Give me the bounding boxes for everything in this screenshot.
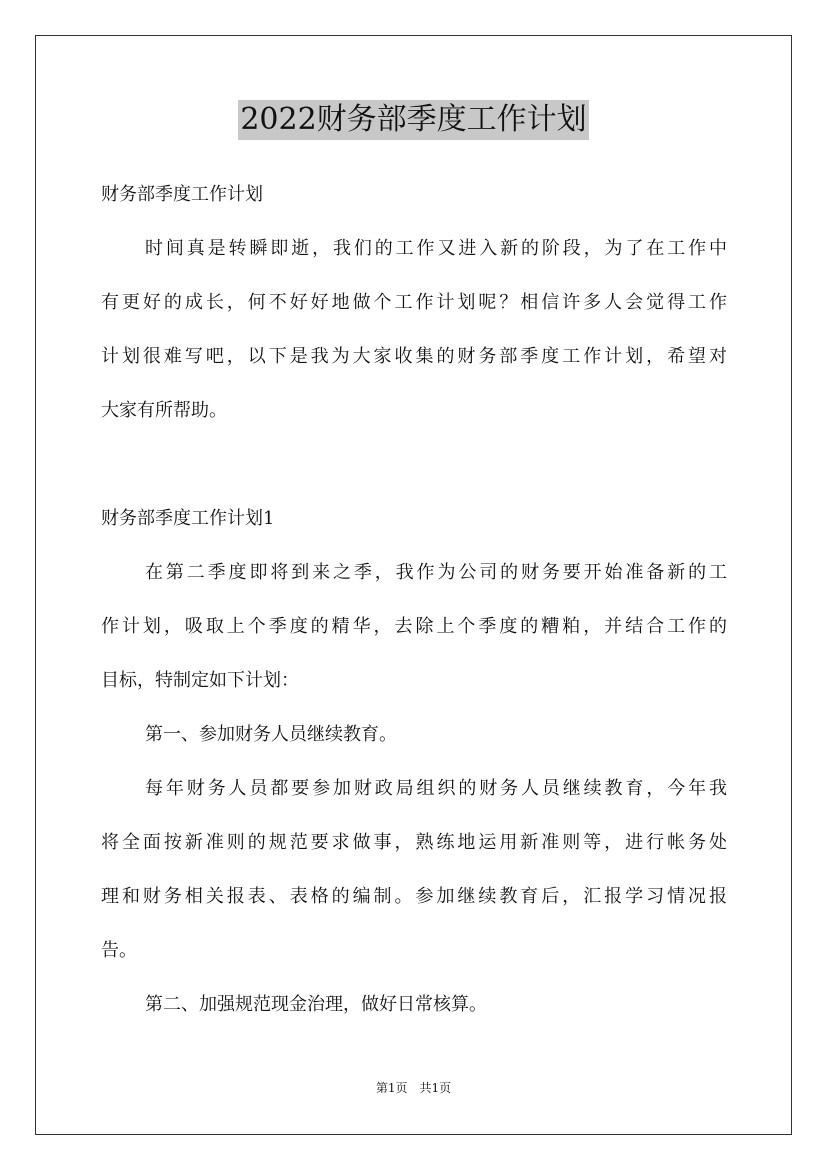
text-line: 将全面按新准则的规范要求做事，熟练地运用新准则等，进行帐务处 — [101, 832, 727, 853]
text-line: 第一、参加财务人员继续教育。 — [145, 724, 397, 745]
text-line: 目标，特制定如下计划： — [101, 670, 299, 691]
document-title: 2022财务部季度工作计划 — [238, 100, 588, 140]
text-line: 第二、加强规范现金治理，做好日常核算。 — [145, 994, 487, 1015]
title-container — [0, 100, 827, 140]
text-line: 理和财务相关报表、表格的编制。参加继续教育后，汇报学习情况报 — [101, 886, 727, 907]
text-line: 时间真是转瞬即逝，我们的工作又进入新的阶段，为了在工作中 — [145, 238, 727, 259]
text-line: 计划很难写吧，以下是我为大家收集的财务部季度工作计划，希望对 — [101, 346, 727, 367]
paragraph-gap — [101, 438, 727, 492]
text-line: 财务部季度工作计划 — [101, 184, 263, 205]
text-line: 财务部季度工作计划1 — [101, 508, 275, 529]
text-line: 在第二季度即将到来之季，我作为公司的财务要开始准备新的工 — [145, 562, 727, 583]
page-footer: 第1页 共1页 — [375, 1081, 452, 1095]
text-line: 作计划，吸取上个季度的精华，去除上个季度的糟粕，并结合工作的 — [101, 616, 727, 637]
text-line: 每年财务人员都要参加财政局组织的财务人员继续教育，今年我 — [145, 778, 727, 799]
document-body — [101, 168, 727, 1032]
text-line: 告。 — [101, 940, 137, 961]
text-line: 有更好的成长，何不好好地做个工作计划呢？相信许多人会觉得工作 — [101, 292, 727, 313]
text-line: 大家有所帮助。 — [101, 400, 227, 421]
